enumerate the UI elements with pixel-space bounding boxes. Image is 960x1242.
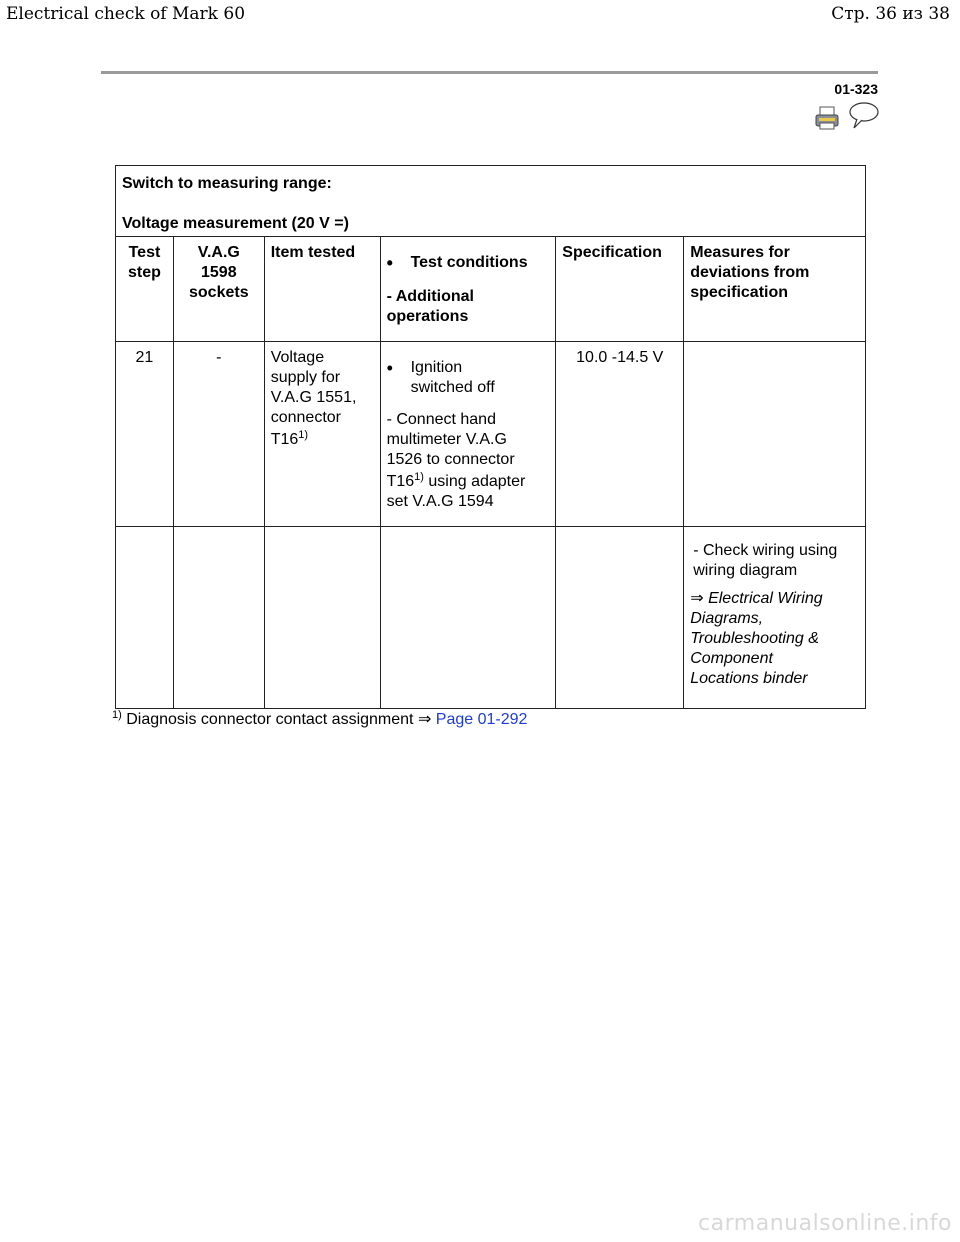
row-conditions: • Ignition switched off - Connect hand multimeter V.A.G 1526 to connector T16$^{1)}$ using adapter set V.A.G 1594 xyxy=(380,342,556,527)
header-test-step: Test step xyxy=(116,237,174,342)
row-specification: 10.0 -14.5 V xyxy=(556,342,684,527)
row-measures-action: - Check wiring using wiring diagram ⇒ Electrical Wiring Diagrams, Troubleshooting & Component Locations binder xyxy=(684,527,866,709)
row-step: 21 xyxy=(116,342,174,527)
arrow-right-icon: ⇒ xyxy=(417,711,432,728)
table-row xyxy=(116,342,866,527)
test-table xyxy=(115,165,866,709)
row-sockets: - xyxy=(173,342,264,527)
footnote: $^{1)}$ Diagnosis connector contact assignment ⇒ Page 01-292 xyxy=(112,709,528,728)
printer-icon[interactable] xyxy=(814,105,840,131)
watermark: carmanualsonline.info xyxy=(698,1211,952,1236)
header-rule xyxy=(101,71,878,74)
banner-line-1: Switch to measuring range: xyxy=(122,175,332,192)
table-header-row xyxy=(116,237,866,342)
row-item-tested: Voltage supply for V.A.G 1551, connector T16$^{1)}$ xyxy=(264,342,380,527)
page-counter: Стр. 36 из 38 xyxy=(831,4,950,24)
document-title: Electrical check of Mark 60 xyxy=(6,4,246,24)
measuring-range-banner xyxy=(116,166,866,237)
header-item-tested: Item tested xyxy=(264,237,380,342)
toolbar-icons xyxy=(814,101,880,131)
speech-bubble-icon[interactable] xyxy=(848,101,880,131)
arrow-right-icon: ⇒ xyxy=(690,590,704,607)
header-sockets: V.A.G 1598 sockets xyxy=(173,237,264,342)
bullet-icon: • xyxy=(386,358,393,378)
header-measures: Measures for deviations from specification xyxy=(684,237,866,342)
table-row xyxy=(116,527,866,709)
header-specification: Specification xyxy=(556,237,684,342)
banner-line-2: Voltage measurement (20 V =) xyxy=(122,215,349,232)
header-test-conditions: • Test conditions - Additional operations xyxy=(380,237,556,342)
page-number: 01-323 xyxy=(834,81,878,97)
row-measures xyxy=(684,342,866,527)
page-link[interactable]: Page 01-292 xyxy=(435,711,528,728)
bullet-icon: • xyxy=(386,253,393,273)
